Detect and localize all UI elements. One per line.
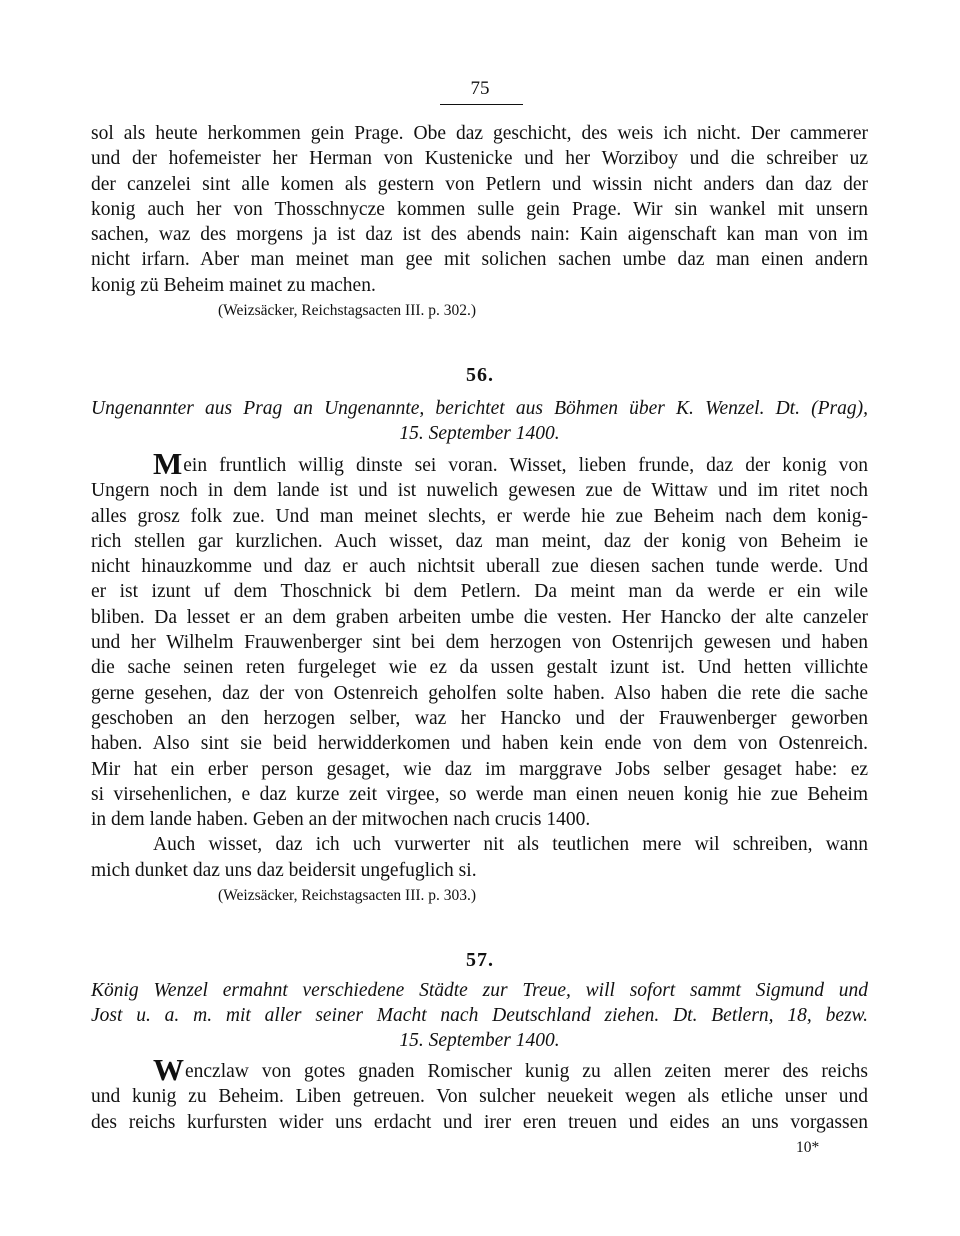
- text-line: und der hofemeister her Herman von Kustenicke und her Worziboy und die schreiber uz: [91, 148, 868, 170]
- text-line: in dem lande haben. Geben an der mitwochen nach crucis 1400.: [91, 809, 591, 831]
- heading-line: Ungenannter aus Prag an Ungenannte, berichtet aus Böhmen über K. Wenzel. Dt. (Prag),: [91, 398, 868, 419]
- heading-line: Jost u. a. m. mit aller seiner Macht nach Deutschland ziehen. Dt. Betlern, 18, bezw.: [91, 1005, 868, 1026]
- doc-56-citation: (Weizsäcker, Reichstagsacten III. p. 303.): [218, 887, 477, 904]
- doc-56-body: [91, 446, 868, 883]
- page-number-rule: [440, 104, 523, 105]
- text-line: konig auch her von Thosschnycze kommen sulle gein Prage. Wir sin wankel mit unsern: [91, 198, 868, 220]
- text-line: sol als heute herkommen gein Prage. Obe daz geschicht, des weis ich nicht. Der cammerer: [91, 123, 868, 144]
- signature-mark: 10*: [796, 1139, 820, 1156]
- text-line: und her Wilhelm Frauwenberger sint bei dem herzogen von Ostenrijch gewesen und haben: [91, 632, 868, 654]
- heading-line: König Wenzel ermahnt verschiedene Städte zur Treue, will sofort sammt Sigmund und: [91, 980, 868, 1001]
- text-line: des reichs kurfursten wider uns erdacht und irer eren treuen und eides an uns vorgassen: [91, 1111, 868, 1133]
- text-line: [91, 446, 868, 481]
- text-line: mich dunket daz uns daz beidersit ungefuglich si.: [91, 859, 477, 881]
- text-line: geschoben an den herzogen selber, waz her Hancko und der Frauwenberger geworben: [91, 707, 868, 729]
- doc-57-body: [91, 1052, 868, 1135]
- text-line: Ungern noch in dem lande ist und ist nuwelich gewesen zue de Wittaw und im ritet noch: [91, 480, 868, 502]
- text-line: nicht irfarn. Aber man meinet man gee mit solichen sachen umbe daz man einen andern: [91, 249, 868, 271]
- intro-citation: (Weizsäcker, Reichstagsacten III. p. 302.): [218, 302, 477, 319]
- text-line: Mir hat ein erber person gesaget, wie daz im marggrave Jobs selber gesaget habe: ez: [91, 758, 868, 780]
- text-line: und kunig zu Beheim. Liben getreuen. Von sulcher neuekeit wegen als etliche unser und: [91, 1086, 868, 1108]
- doc-57-number: 57.: [466, 949, 494, 971]
- text-line: Auch wisset, daz ich uch vurwerter nit als teutlichen mere wil schreiben, wann: [153, 834, 868, 856]
- doc-56-number: 56.: [466, 364, 494, 386]
- text-line: die sache seinen reten furgeleget wie ez da ussen gestalt izunt ist. Und hetten villichte: [91, 657, 868, 679]
- text-line: [91, 1052, 868, 1087]
- doc-57-heading: [91, 978, 868, 1053]
- text-line: alles grosz folk zue. Und man meinet slechts, er werde hie zue Beheim nach dem konig-: [91, 505, 868, 527]
- drop-initial: M: [153, 446, 183, 481]
- text-line: gerne gesehen, daz der von Ostenreich geholfen solte haben. Also haben die rete die sache: [91, 682, 868, 704]
- first-line-text: enczlaw von gotes gnaden Romischer kunig zu allen zeiten merer des reichs: [185, 1061, 868, 1082]
- text-line: bliben. Da lesset er an dem graben arbeiten umbe die vesten. Her Hancko der alte canzeler: [91, 606, 868, 628]
- text-line: er ist izunt uf dem Thoschnick bi dem Petlern. Da meint man da werde er ein wile: [91, 581, 868, 603]
- text-line: der canzelei sint alle komen als gestern von Petlern und wissin nicht anders dan daz der: [91, 173, 868, 195]
- text-line: rich stellen gar kurzlichen. Auch wisset, daz man meint, daz der konig von Beheim ie: [91, 530, 868, 552]
- page-number: 75: [470, 78, 490, 99]
- doc-56-heading: [91, 396, 868, 446]
- text-line: sachen, waz des morgens ja ist daz ist des abends nain: Kain aigenschaft kan man von im: [91, 224, 868, 246]
- heading-line: 15. September 1400.: [399, 423, 560, 444]
- heading-line: 15. September 1400.: [399, 1030, 560, 1051]
- text-line: nicht hinauzkomme und daz er auch nichtsit uberall zue diesen sachen tunde werde. Und: [91, 556, 868, 578]
- text-line: haben. Also sint sie beid herwidderkomen und haben kein ende von dem von Ostenreich.: [91, 733, 868, 755]
- intro-paragraph: [91, 121, 868, 298]
- drop-initial: W: [153, 1052, 184, 1087]
- text-line: si virsehenlichen, e daz kurze zeit virgee, so werde man einen neuen konig hie zue Beheim: [91, 783, 868, 805]
- first-line-text: ein fruntlich willig dinste sei voran. Wisset, lieben frunde, daz der konig von: [183, 455, 868, 476]
- text-line: konig zü Beheim mainet zu machen.: [91, 274, 376, 296]
